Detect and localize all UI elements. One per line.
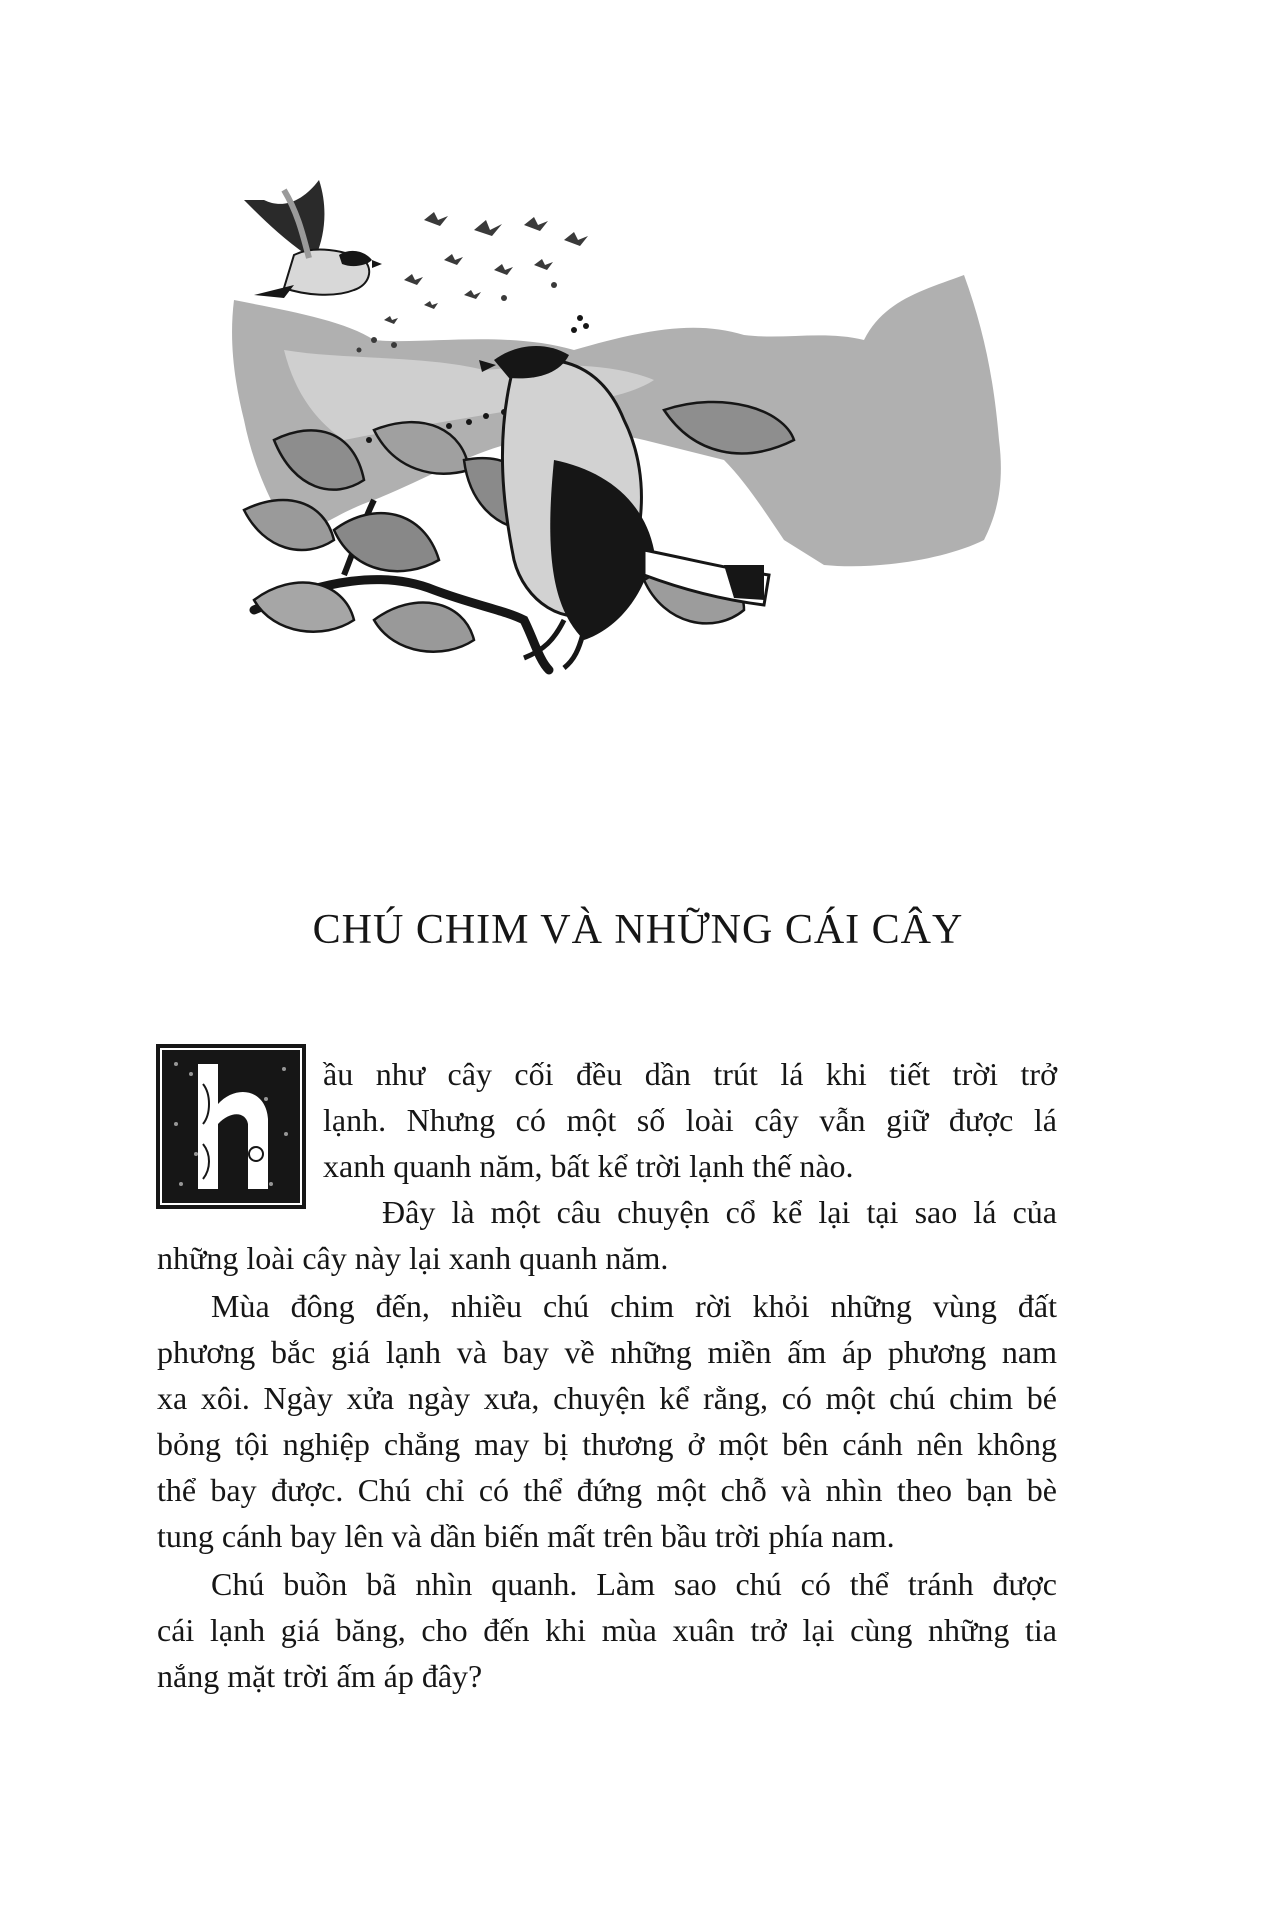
story-title: CHÚ CHIM VÀ NHỮNG CÁI CÂY: [312, 907, 964, 953]
paragraph-1-line-2: lạnh. Nhưng có một số loài cây vẫn giữ được lá: [323, 1102, 1057, 1138]
paragraph-2-line-2: những loài cây này lại xanh quanh năm.: [157, 1240, 669, 1276]
ornamental-drop-cap-n: [156, 1044, 306, 1209]
paragraph-4-line-2: cái lạnh giá băng, cho đến khi mùa xuân trở lại cùng những tia: [157, 1612, 1057, 1648]
flying-bird-icon: [244, 180, 382, 298]
paragraph-3-line-1: Mùa đông đến, nhiều chú chim rời khỏi những vùng đất: [211, 1288, 1057, 1324]
paragraph-1-line-1: ầu như cây cối đều dần trút lá khi tiết trời trở: [323, 1056, 1057, 1092]
paragraph-3-line-2: phương bắc giá lạnh và bay về những miền ấm áp phương nam: [157, 1334, 1057, 1370]
paragraph-3-line-5: thể bay được. Chú chỉ có thể đứng một chỗ và nhìn theo bạn bè: [157, 1472, 1057, 1508]
distant-flock-icon: [357, 212, 589, 353]
paragraph-4-line-3: nắng mặt trời ấm áp đây?: [157, 1658, 483, 1694]
paragraph-4-line-1: Chú buồn bã nhìn quanh. Làm sao chú có thể tránh được: [211, 1566, 1057, 1602]
paragraph-3-line-6: tung cánh bay lên và dần biến mất trên bầu trời phía nam.: [157, 1518, 895, 1554]
birds-and-branch-illustration: [224, 180, 1024, 820]
paragraph-1-line-3: xanh quanh năm, bất kể trời lạnh thế nào.: [323, 1148, 854, 1184]
paragraph-3-line-4: bỏng tội nghiệp chẳng may bị thương ở một bên cánh nên không: [157, 1426, 1057, 1462]
paragraph-2-line-1: Đây là một câu chuyện cổ kể lại tại sao lá của: [382, 1194, 1057, 1230]
paragraph-3-line-3: xa xôi. Ngày xửa ngày xưa, chuyện kể rằng, có một chú chim bé: [157, 1380, 1057, 1416]
